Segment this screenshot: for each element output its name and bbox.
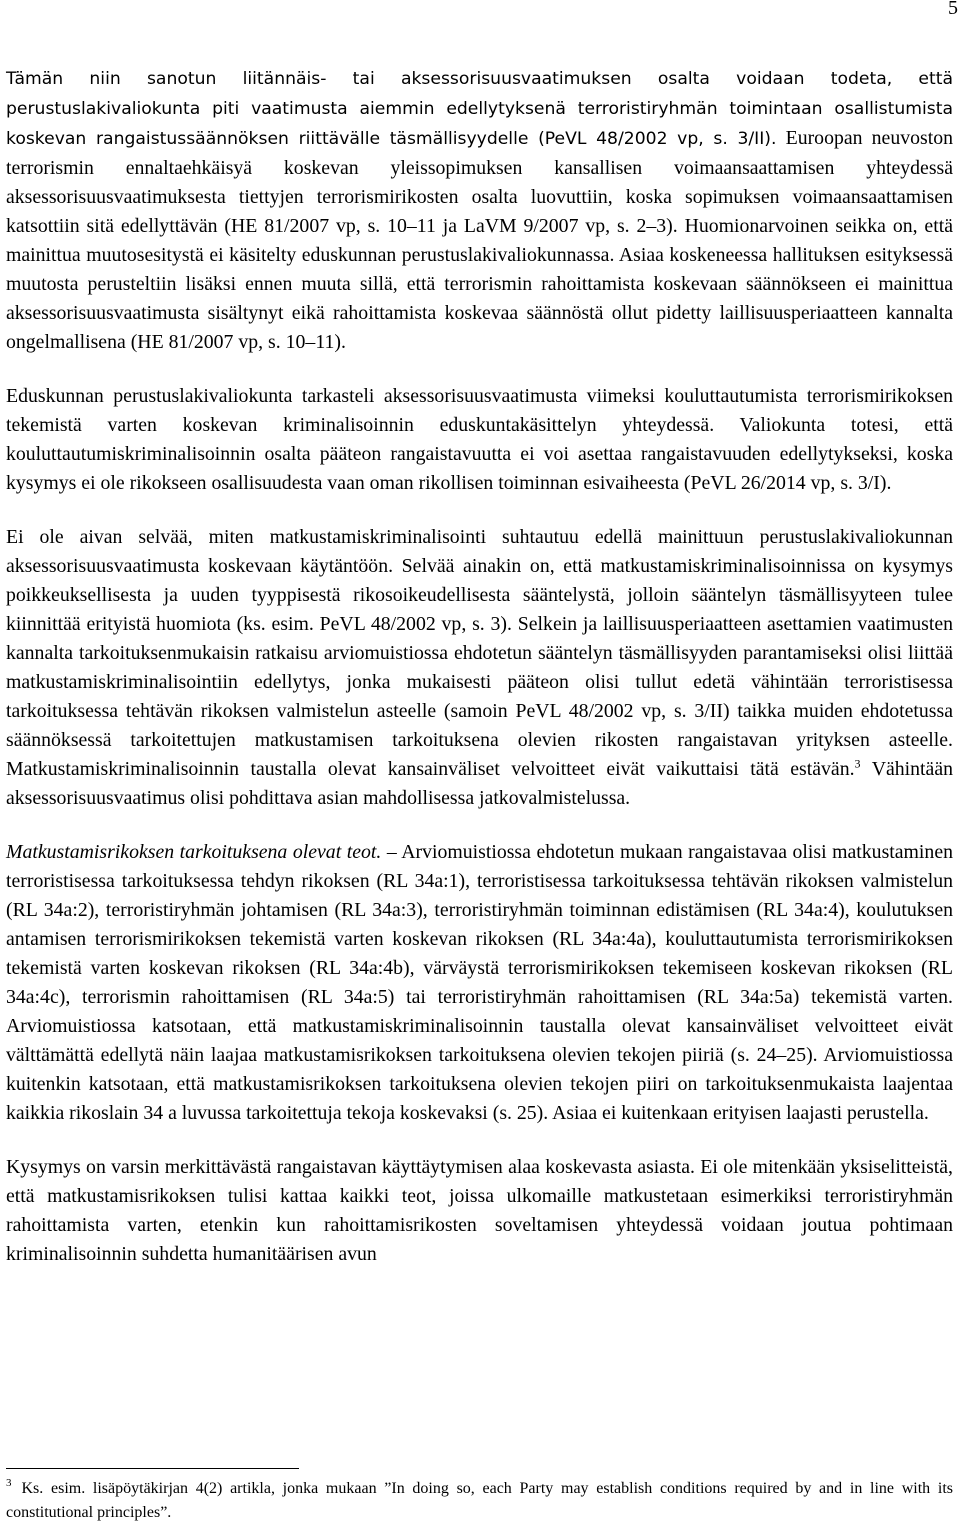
paragraph-text: Kysymys on varsin merkittävästä rangaistavan käyttäytymisen alaa koskevasta asiasta. Ei ole mitenkään yksiselitteistä, että matkustamisrikoksen tulisi kattaa kaikki teot, joissa ulkomaille matkustetaan esimerkiksi terroristiryhmän rahoittamista varten, etenkin kun rahoittamisrikosten soveltamisen yhteydessä voidaan joutua pohtimaan kriminalisoinnin suhdetta humanitäärisen avun — [6, 1156, 953, 1265]
footnote-text: Ks. esim. lisäpöytäkirjan 4(2) artikla, jonka mukaan ”In doing so, each Party may establish conditions required by and in line with its constitutional principles”. — [6, 1480, 953, 1521]
paragraph-tarkoituksena-olevat-teot — [6, 838, 953, 1128]
page-number: 5 — [948, 0, 958, 19]
document-body — [6, 64, 953, 1269]
paragraph-matkustamiskriminalisointi — [6, 523, 953, 813]
paragraph-text: Ei ole aivan selvää, miten matkustamiskriminalisointi suhtautuu edellä mainittuun perustuslakivaliokunnan aksessorisuusvaatimusta koskevaan käytäntöön. Selvää ainakin on, että matkustamiskriminalisoinnissa on kysymys poikkeuksellisesta ja uuden tyyppisestä rikosoikeudellisesta sääntelystä, jolloin sääntelyn täsmällisyyteen tulee kiinnittää erityistä huomiota (ks. esim. PeVL 48/2002 vp, s. 3). Selkein ja laillisuusperiaatteen asettamien vaatimusten kannalta tarkoituksenmukaisin ratkaisu arviomuistiossa ehdotetun sääntelyn täsmällisyyden parantamiseksi olisi liittää matkustamiskriminalisointiin edellytys, jonka mukaisesti pääteon olisi tullut edetä vähintään terroristisessa tarkoituksessa tehtävän rikoksen valmistelun asteelle (samoin PeVL 48/2002 vp, s. 3/II) taikka muiden ehdotetussa säännöksessä tarkoitettujen matkustamisen tarkoituksena olevien rikosten rangaistavan yrityksen asteelle. Matkustamiskriminalisoinnin taustalla olevat kansainväliset velvoitteet eivät vaikuttaisi tätä estävän. — [6, 526, 953, 780]
paragraph-text: Huomionarvoinen seikka on, että mainittua muutosesitystä ei käsitelty eduskunnan perustuslakivaliokunnassa. — [6, 215, 953, 266]
paragraph-kysymys — [6, 1153, 953, 1269]
footnote — [6, 1477, 953, 1525]
footnote-marker: 3 — [6, 1477, 12, 1489]
paragraph-text: Vähintään aksessorisuusvaatimus olisi pohdittava asian mahdollisessa jatkovalmistelussa. — [6, 758, 953, 809]
paragraph-perustuslakivaliokunta — [6, 382, 953, 498]
footnote-divider — [6, 1468, 299, 1469]
section-heading: Matkustamisrikoksen tarkoituksena olevat teot. — [6, 841, 382, 863]
footnote-reference[interactable]: 3 — [854, 756, 861, 771]
paragraph-text: Eduskunnan perustuslakivaliokunta tarkasteli aksessorisuusvaatimusta viimeksi kouluttautumista terrorismirikoksen tekemistä varten koskevan kriminalisoinnin eduskuntakäsittelyn yhteydessä. Valiokunta totesi, että kouluttautumiskriminalisoinnin osalta pääteon rangaistavuutta ei voi asettaa rangaistavuuden edellytykseksi, koska kysymys ei ole rikokseen osallisuudesta vaan oman rikollisen toiminnan esivaiheesta (PeVL 26/2014 vp, s. 3/I). — [6, 385, 953, 494]
paragraph-text: – Arviomuistiossa ehdotetun mukaan rangaistavaa olisi matkustaminen terroristisessa tarkoituksessa tehdyn rikoksen (RL 34a:1), terroristisessa tarkoituksessa tehtävän rikoksen valmistelun (RL 34a:2), terroristiryhmän johtamisen (RL 34a:3), terroristiryhmän toiminnan edistämisen (RL 34a:4), koulutuksen antamisen terrorismirikoksen tekemistä varten koskevan rikoksen (RL 34a:4a), kouluttautumista terrorismirikoksen tekemistä varten koskevan rikoksen (RL 34a:4b), värväystä terrorismirikoksen tekemiseen koskevan rikoksen (RL 34a:4c), terrorismin rahoittamisen (RL 34a:5) tai terroristiryhmän rahoittamisen (RL 34a:5a) tekemistä varten. Arviomuistiossa katsotaan, että matkustamiskriminalisoinnin taustalla olevat kansainväliset velvoitteet eivät välttämättä edellytä näin laajaa matkustamisrikoksen tarkoituksena olevien tekojen piiriä (s. 24–25). Arviomuistiossa kuitenkin katsotaan, että matkustamisrikoksen tarkoituksena olevien tekojen piiri on tarkoituksenmukaista laajentaa kaikkia rikoslain 34 a luvussa tarkoitettuja tekoja koskevaksi (s. 25). Asiaa ei kuitenkaan erityisen laajasti perustella. — [6, 841, 953, 1124]
paragraph-text: Asiaa koskeneessa hallituksen esityksessä muutosta perusteltiin lisäksi ennen muuta sillä, että terrorismin rahoittamista koskevaan säännökseen ei mainittua aksessorisuusvaatimusta sisältynyt eikä rahoittamista koskevaa säännöstä ollut pidetty laillisuusperiaatteen kannalta ongelmallisena (HE 81/2007 vp, s. 10–11). — [6, 244, 953, 353]
paragraph-text: Euroopan neuvoston terrorismin ennaltaehkäisyä koskevan yleissopimuksen kansallisen voimaansaattamisen yhteydessä aksessorisuusvaatimuksesta tiettyjen terrorismirikosten osalta luovuttiin, koska sopimuksen voimaansaattamisen katsottiin sitä edellyttävän (HE 81/2007 vp, s. 10–11 ja LaVM 9/2007 vp, s. 2–3). — [6, 127, 953, 237]
paragraph-text: Tämän niin sanotun liitännäis- tai aksessorisuusvaatimuksen osalta voidaan todeta, että perustuslakivaliokunta piti vaatimusta aiemmin edellytyksenä terroristiryhmän toimintaan osallistumista koskevan rangaistussäännöksen riittävälle täsmällisyydelle (PeVL 48/2002 vp, s. 3/II). — [6, 69, 953, 149]
paragraph-aksessorisuus-intro — [6, 64, 953, 357]
